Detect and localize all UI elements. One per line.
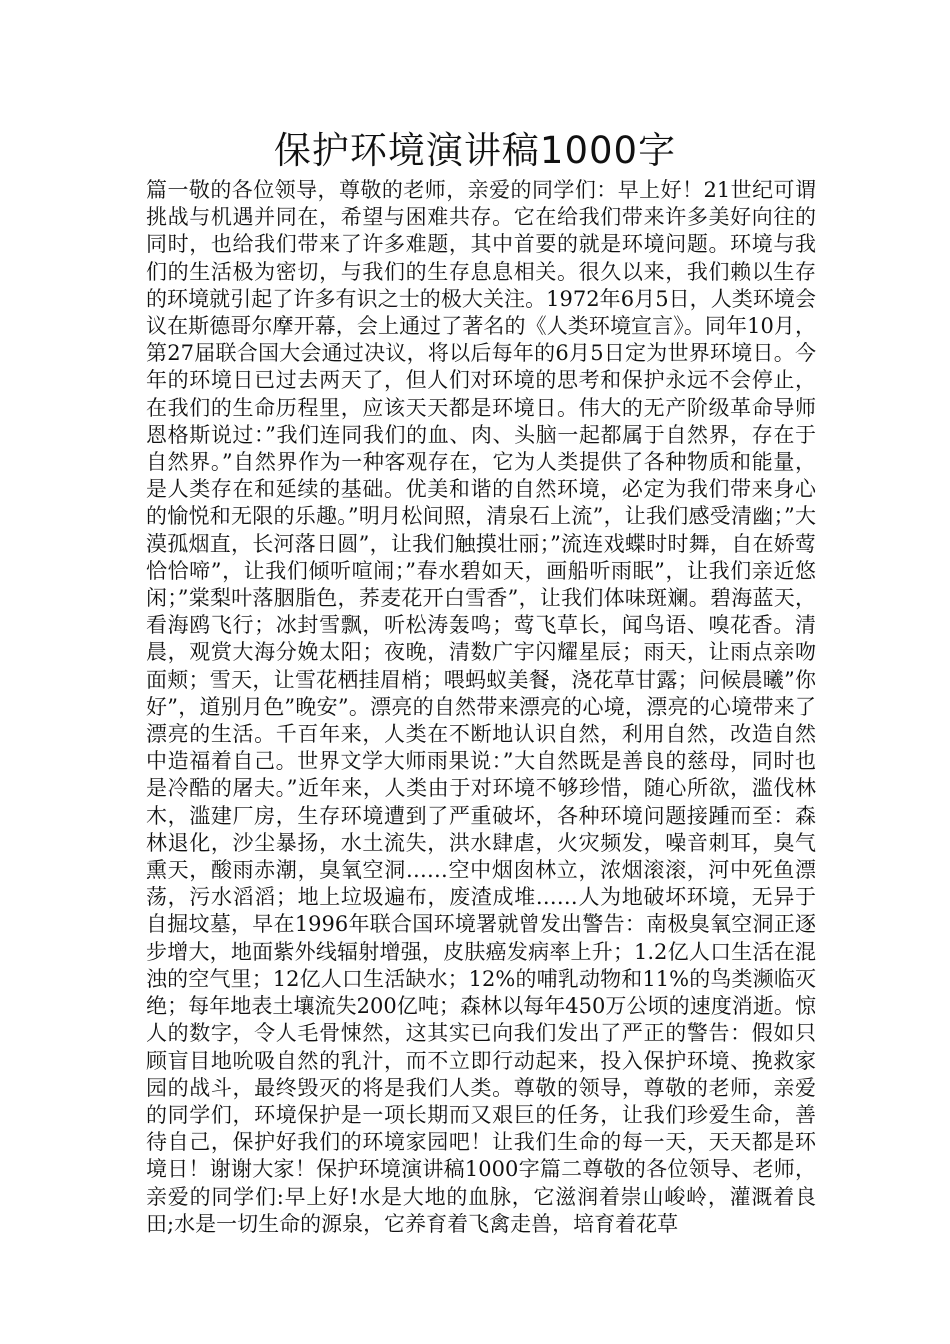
document-body-text: 篇一敬的各位领导，尊敬的老师，亲爱的同学们：早上好！21世纪可谓挑战与机遇并同在，希望与困难共存。它在给我们带来许多美好向往的同时，也给我们带来了许多难题，其中首要的就是环境问题。环境与我们的生活极为密切，与我们的生存息息相关。很久以来，我们赖以生存的环境就引起了许多有识之士的极大关注。1972年6月5日，人类环境会议在斯德哥尔摩开幕，会上通过了著名的《人类环境宣言》。同年10月，第27届联合国大会通过决议，将以后每年的6月5日定为世界环境日。今年的环境日已过去两天了，但人们对环境的思考和保护永远不会停止，在我们的生命历程里，应该天天都是环境日。伟大的无产阶级革命导师恩格斯说过：”我们连同我们的血、肉、头脑一起都属于自然界，存在于自然界。”自然界作为一种客观存在，它为人类提供了各种物质和能量，是人类存在和延续的基础。优美和谐的自然环境，必定为我们带来身心的愉悦和无限的乐趣。”明月松间照，清泉石上流”，让我们感受清幽；”大漠孤烟直，长河落日圆”，让我们触摸壮丽；”流连戏蝶时时舞，自在娇莺恰恰啼”，让我们倾听喧闹；”春水碧如天，画船听雨眠”，让我们亲近悠闲；”棠梨叶落胭脂色，荞麦花开白雪香”，让我们体味斑斓。碧海蓝天，看海鸥飞行；冰封雪飘，听松涛轰鸣；莺飞草长，闻鸟语、嗅花香。清晨，观赏大海分娩太阳；夜晚，清数广宇闪耀星辰；雨天，让雨点亲吻面颊；雪天，让雪花栖挂眉梢；喂蚂蚁美餐，浇花草甘露；问候晨曦”你好”，道别月色”晚安”。漂亮的自然带来漂亮的心境，漂亮的心境带来了漂亮的生活。千百年来，人类在不断地认识自然，利用自然，改造自然中造福着自己。世界文学大师雨果说：”大自然既是善良的慈母，同时也是冷酷的屠夫。”近年来，人类由于对环境不够珍惜，随心所欲，滥伐林木，滥建厂房，生存环境遭到了严重破坏，各种环境问题接踵而至：森林退化，沙尘暴扬，水土流失，洪水肆虐，火灾频发，噪音刺耳，臭气熏天，酸雨赤潮，臭氧空洞……空中烟囱林立，浓烟滚滚，河中死鱼漂荡，污水滔滔；地上垃圾遍布，废渣成堆……人为地破坏环境，无异于自掘坟墓，早在1996年联合国环境署就曾发出警告：南极臭氧空洞正逐步增大，地面紫外线辐射增强，皮肤癌发病率上升；1.2亿人口生活在混浊的空气里；12亿人口生活缺水；12%的哺乳动物和11%的鸟类濒临灭绝；每年地表土壤流失200亿吨；森林以每年450万公顷的速度消逝。惊人的数字，令人毛骨悚然，这其实已向我们发出了严正的警告：假如只顾盲目地吮吸自然的乳汁，而不立即行动起来，投入保护环境、挽救家园的战斗，最终毁灭的将是我们人类。尊敬的领导，尊敬的老师，亲爱的同学们，环境保护是一项长期而又艰巨的任务，让我们珍爱生命，善待自己，保护好我们的环境家园吧！让我们生命的每一天，天天都是环境日！谢谢大家！保护环境演讲稿1000字篇二尊敬的各位领导、老师，亲爱的同学们:早上好!水是大地的血脉，它滋润着崇山峻岭，灌溉着良田;水是一切生命的源泉，它养育着飞禽走兽，培育着花草 (146, 178, 816, 1236)
document-title: 保护环境演讲稿1000字 (273, 129, 677, 172)
